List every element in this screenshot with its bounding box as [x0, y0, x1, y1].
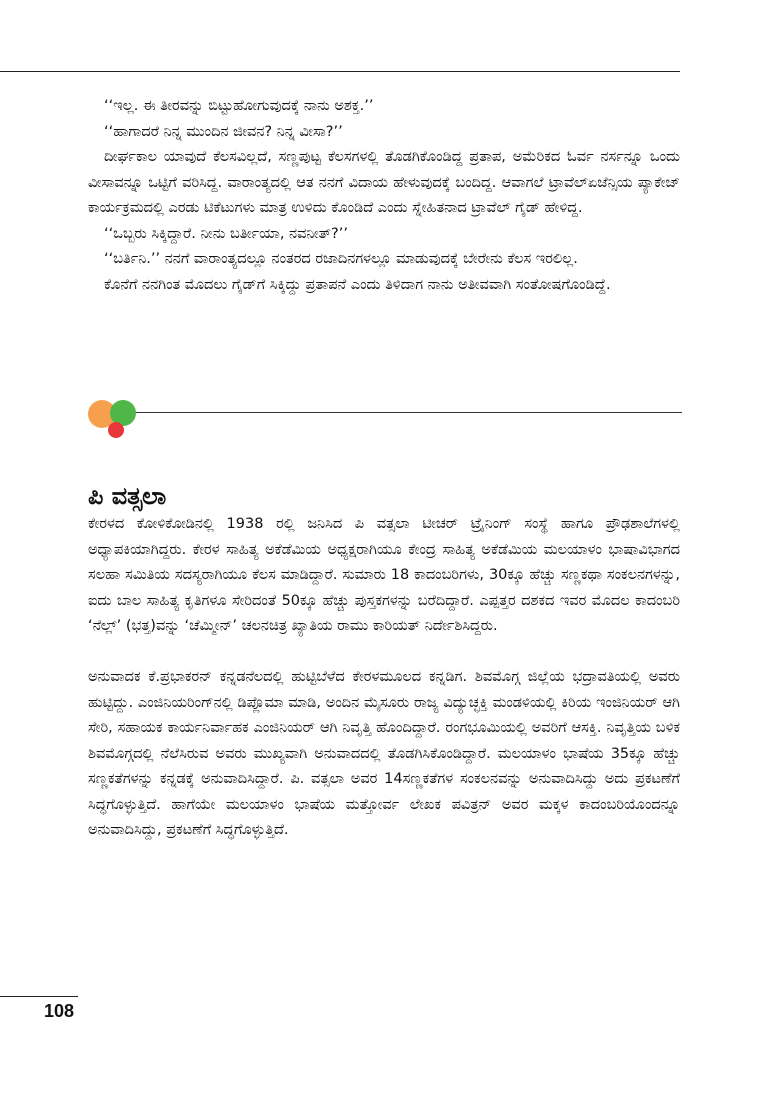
top-rule: [0, 71, 680, 72]
story-paragraph: ‘‘ಬರ್ತಿನಿ.’’ ನನಗೆ ವಾರಾಂತ್ಯದಲ್ಲೂ ನಂತರದ ರಜಾದಿನಗಳಲ್ಲೂ ಮಾಡುವುದಕ್ಕೆ ಬೇರೇನು ಕೆಲಸ ಇರಲಿಲ್ಲ.: [104, 251, 578, 267]
page-number: 108: [44, 1001, 75, 1021]
story-paragraph: ಕೊನೆಗೆ ನನಗಿಂತ ಮೊದಲು ಗೈಡ್‌ಗೆ ಸಿಕ್ಕಿದ್ದು ಪ್ರತಾಪನೆ ಎಂದು ತಿಳಿದಾಗ ನಾನು ಅತೀವವಾಗಿ ಸಂತೋಷಗೊಂಡಿದ್ದೆ.: [104, 276, 611, 293]
section-divider: [86, 398, 682, 440]
story-paragraph: ದೀರ್ಘಕಾಲ ಯಾವುದೆ ಕೆಲಸವಿಲ್ಲದೆ, ಸಣ್ಣಪುಟ್ಟ ಕೆಲಸಗಳಲ್ಲಿ ತೊಡಗಿಕೊಂಡಿದ್ದ ಪ್ರತಾಪ, ಅಮೆರಿಕದ ಓರ್ವ ನರ್ಸನ್ನೂ ಒಂದು ವೀಸಾವನ್ನೂ ಒಟ್ಟಿಗೆ ವರಿಸಿದ್ದ. ವಾರಾಂತ್ಯದಲ್ಲಿ ಆತ ನನಗೆ ವಿದಾಯ ಹೇಳುವುದಕ್ಕೆ ಬಂದಿದ್ದ. ಆವಾಗಲೆ ಟ್ರಾವೆಲ್‌ಏಜೆನ್ಸಿಯ ಪ್ಯಾಕೇಜ್ ಕಾರ್ಯಕ್ರಮದಲ್ಲಿ ಎರಡು ಟಿಕೆಟುಗಳು ಮಾತ್ರ ಉಳಿದು ಕೊಂಡಿದೆ ಎಂದು ಸ್ನೇಹಿತನಾದ ಟ್ರಾವೆಲ್ ಗೈಡ್ ಹೇಳಿದ್ದ.: [88, 149, 680, 216]
story-paragraph: ‘‘ಒಬ್ಬರು ಸಿಕ್ಕಿದ್ದಾರೆ. ನೀನು ಬರ್ತೀಯಾ, ನವನೀತ್?’’: [104, 225, 348, 242]
bio-text: [88, 512, 680, 844]
story-paragraph: ‘‘ಇಲ್ಲ. ಈ ತೀರವನ್ನು ಬಿಟ್ಟುಹೋಗುವುದಕ್ಕೆ ನಾನು ಅಶಕ್ತ.’’: [104, 98, 374, 114]
footer-rule: [0, 996, 78, 997]
divider-line: [136, 412, 682, 413]
story-paragraph: ‘‘ಹಾಗಾದರೆ ನಿನ್ನ ಮುಂದಿನ ಜೀವನ? ನಿನ್ನ ವೀಸಾ?’’: [104, 123, 343, 140]
story-text: [88, 94, 680, 298]
bio-paragraph: ಅನುವಾದಕ ಕೆ.ಪ್ರಭಾಕರನ್ ಕನ್ನಡನೆಲದಲ್ಲಿ ಹುಟ್ಟಿಬೆಳೆದ ಕೇರಳಮೂಲದ ಕನ್ನಡಿಗ. ಶಿವಮೊಗ್ಗ ಜಿಲ್ಲೆಯ ಭದ್ರಾವತಿಯಲ್ಲಿ ಅವರು ಹುಟ್ಟಿದ್ದು. ಎಂಜಿನಿಯರಿಂಗ್‌ನಲ್ಲಿ ಡಿಪ್ಲೊಮಾ ಮಾಡಿ, ಅಂದಿನ ಮೈಸೂರು ರಾಜ್ಯ ವಿದ್ಯುಚ್ಛಕ್ತಿ ಮಂಡಳಿಯಲ್ಲಿ ಕಿರಿಯ ಇಂಜಿನಿಯರ್ ಆಗಿ ಸೇರಿ, ಸಹಾಯಕ ಕಾರ್ಯನಿರ್ವಾಹಕ ಎಂಜಿನಿಯರ್ ಆಗಿ ನಿವೃತ್ತಿ ಹೊಂದಿದ್ದಾರೆ. ರಂಗಭೂಮಿಯಲ್ಲಿ ಅವರಿಗೆ ಆಸಕ್ತಿ. ನಿವೃತ್ತಿಯ ಬಳಿಕ ಶಿವಮೊಗ್ಗದಲ್ಲಿ ನೆಲೆಸಿರುವ ಅವರು ಮುಖ್ಯವಾಗಿ ಅನುವಾದದಲ್ಲಿ ತೊಡಗಿಸಿಕೊಂಡಿದ್ದಾರೆ. ಮಲಯಾಳಂ ಭಾಷೆಯ 35ಕ್ಕೂ ಹೆಚ್ಚು ಸಣ್ಣಕತೆಗಳನ್ನು ಕನ್ನಡಕ್ಕೆ ಅನುವಾದಿಸಿದ್ದಾರೆ. ಪಿ. ವತ್ಸಲಾ ಅವರ 14ಸಣ್ಣಕತೆಗಳ ಸಂಕಲನವನ್ನು ಅನುವಾದಿಸಿದ್ದು ಅದು ಪ್ರಕಟಣೆಗೆ ಸಿದ್ಧಗೊಳ್ಳುತ್ತಿದೆ. ಹಾಗೆಯೇ ಮಲಯಾಳಂ ಭಾಷೆಯ ಮತ್ತೋರ್ವ ಲೇಖಕ ಪವಿತ್ರನ್ ಅವರ ಮಕ್ಕಳ ಕಾದಂಬರಿಯೊಂದನ್ನೂ ಅನುವಾದಿಸಿದ್ದು, ಪ್ರಕಟಣೆಗೆ ಸಿದ್ಧಗೊಳ್ಳುತ್ತಿದೆ.: [88, 669, 680, 838]
red-dot-icon: [108, 422, 124, 438]
bio-title: ಪಿ ವತ್ಸಲಾ: [88, 482, 167, 510]
bio-paragraph: ಕೇರಳದ ಕೋಳಿಕೋಡಿನಲ್ಲಿ 1938 ರಲ್ಲಿ ಜನಿಸಿದ ಪಿ ವತ್ಸಲಾ ಟೀಚರ್ ಟ್ರೈನಿಂಗ್ ಸಂಸ್ಥೆ ಹಾಗೂ ಪ್ರೌಢಶಾಲೆಗಳಲ್ಲಿ ಅಧ್ಯಾಪಕಿಯಾಗಿದ್ದರು. ಕೇರಳ ಸಾಹಿತ್ಯ ಅಕೆಡೆಮಿಯ ಅಧ್ಯಕ್ಷರಾಗಿಯೂ ಕೇಂದ್ರ ಸಾಹಿತ್ಯ ಅಕೆಡೆಮಿಯ ಮಲಯಾಳಂ ಭಾಷಾವಿಭಾಗದ ಸಲಹಾ ಸಮಿತಿಯ ಸದಸ್ಯರಾಗಿಯೂ ಕೆಲಸ ಮಾಡಿದ್ದಾರೆ. ಸುಮಾರು 18 ಕಾದಂಬರಿಗಳು, 30ಕ್ಕೂ ಹೆಚ್ಚು ಸಣ್ಣಕಥಾ ಸಂಕಲನಗಳನ್ನು, ಐದು ಬಾಲ ಸಾಹಿತ್ಯ ಕೃತಿಗಳೂ ಸೇರಿದಂತೆ 50ಕ್ಕೂ ಹೆಚ್ಚು ಪುಸ್ತಕಗಳನ್ನು ಬರೆದಿದ್ದಾರೆ. ಎಪ್ಪತ್ತರ ದಶಕದ ಇವರ ಮೊದಲ ಕಾದಂಬರಿ ‘ನೆಲ್ಲ್’ (ಭತ್ತ)ವನ್ನು ‘ಚೆಮ್ಮೀನ್’ ಚಲನಚಿತ್ರ ಖ್ಯಾತಿಯ ರಾಮು ಕಾರಿಯತ್ ನಿರ್ದೇಶಿಸಿದ್ದರು.: [88, 516, 680, 634]
